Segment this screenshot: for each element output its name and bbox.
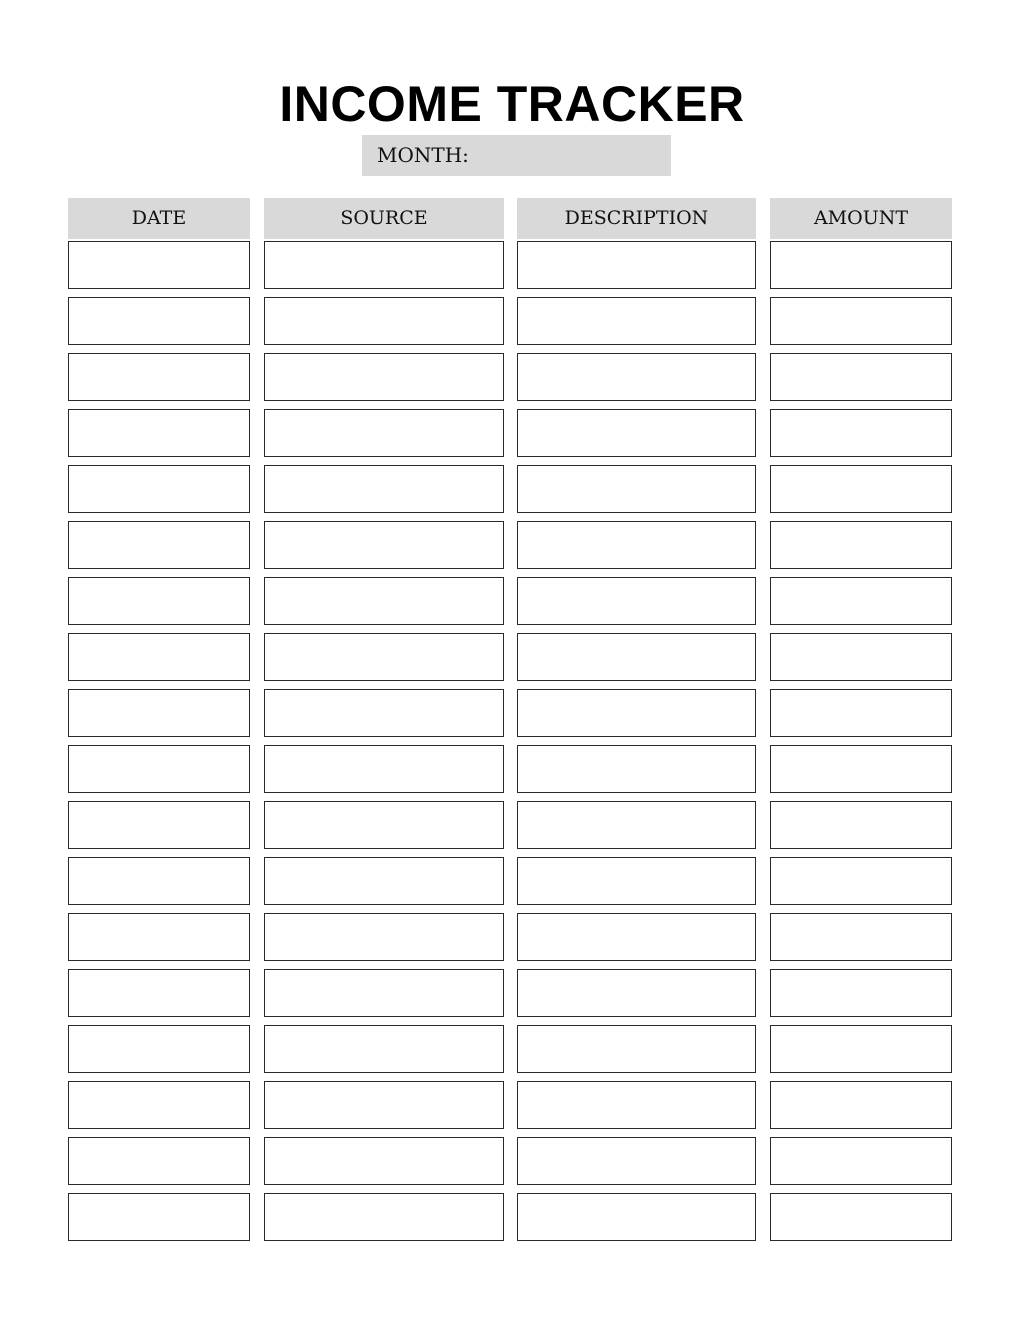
description-entry-cell[interactable] xyxy=(517,353,756,401)
source-entry-cell[interactable] xyxy=(264,465,504,513)
page-title: INCOME TRACKER xyxy=(279,76,745,132)
date-entry-cell[interactable] xyxy=(68,633,250,681)
description-entry-cell[interactable] xyxy=(517,857,756,905)
source-entry-cell[interactable] xyxy=(264,801,504,849)
description-entry-cell[interactable] xyxy=(517,801,756,849)
amount-entry-cell[interactable] xyxy=(770,1193,952,1241)
date-entry-cell[interactable] xyxy=(68,745,250,793)
description-entry-cell[interactable] xyxy=(517,969,756,1017)
description-entry-cell[interactable] xyxy=(517,1025,756,1073)
amount-entry-cell[interactable] xyxy=(770,969,952,1017)
description-entry-cell[interactable] xyxy=(517,1081,756,1129)
date-entry-cell[interactable] xyxy=(68,913,250,961)
description-entry-cell[interactable] xyxy=(517,689,756,737)
amount-entry-cell[interactable] xyxy=(770,1137,952,1185)
date-entry-cell[interactable] xyxy=(68,1025,250,1073)
source-entry-cell[interactable] xyxy=(264,577,504,625)
source-entry-cell[interactable] xyxy=(264,353,504,401)
source-column xyxy=(264,198,504,1241)
amount-entry-cell[interactable] xyxy=(770,353,952,401)
source-entry-cell[interactable] xyxy=(264,1193,504,1241)
date-entry-cell[interactable] xyxy=(68,1081,250,1129)
source-entry-cell[interactable] xyxy=(264,409,504,457)
date-entry-cell[interactable] xyxy=(68,465,250,513)
amount-entry-cell[interactable] xyxy=(770,241,952,289)
date-entry-cell[interactable] xyxy=(68,689,250,737)
date-entry-cell[interactable] xyxy=(68,241,250,289)
source-entry-cell[interactable] xyxy=(264,689,504,737)
source-entry-cell[interactable] xyxy=(264,969,504,1017)
date-entry-cell[interactable] xyxy=(68,577,250,625)
amount-entry-cell[interactable] xyxy=(770,1025,952,1073)
amount-entry-cell[interactable] xyxy=(770,297,952,345)
source-entry-cell[interactable] xyxy=(264,913,504,961)
amount-column-header: AMOUNT xyxy=(770,198,952,240)
description-entry-cell[interactable] xyxy=(517,577,756,625)
amount-entry-cell[interactable] xyxy=(770,801,952,849)
description-entry-cell[interactable] xyxy=(517,409,756,457)
date-column-header: DATE xyxy=(68,198,250,240)
description-entry-cell[interactable] xyxy=(517,465,756,513)
amount-entry-cell[interactable] xyxy=(770,913,952,961)
source-entry-cell[interactable] xyxy=(264,633,504,681)
month-label: MONTH: xyxy=(377,143,469,167)
date-entry-cell[interactable] xyxy=(68,297,250,345)
amount-entry-cell[interactable] xyxy=(770,633,952,681)
date-entry-cell[interactable] xyxy=(68,521,250,569)
amount-entry-cell[interactable] xyxy=(770,465,952,513)
date-entry-cell[interactable] xyxy=(68,969,250,1017)
date-entry-cell[interactable] xyxy=(68,801,250,849)
source-entry-cell[interactable] xyxy=(264,297,504,345)
description-entry-cell[interactable] xyxy=(517,1137,756,1185)
description-entry-cell[interactable] xyxy=(517,521,756,569)
description-entry-cell[interactable] xyxy=(517,745,756,793)
source-entry-cell[interactable] xyxy=(264,745,504,793)
description-column-header: DESCRIPTION xyxy=(517,198,756,240)
amount-entry-cell[interactable] xyxy=(770,689,952,737)
date-entry-cell[interactable] xyxy=(68,409,250,457)
amount-column xyxy=(770,198,952,1241)
description-column xyxy=(517,198,756,1241)
description-entry-cell[interactable] xyxy=(517,633,756,681)
source-entry-cell[interactable] xyxy=(264,1137,504,1185)
source-entry-cell[interactable] xyxy=(264,1081,504,1129)
source-entry-cell[interactable] xyxy=(264,1025,504,1073)
amount-entry-cell[interactable] xyxy=(770,1081,952,1129)
source-entry-cell[interactable] xyxy=(264,241,504,289)
amount-entry-cell[interactable] xyxy=(770,577,952,625)
date-entry-cell[interactable] xyxy=(68,353,250,401)
date-entry-cell[interactable] xyxy=(68,1193,250,1241)
amount-entry-cell[interactable] xyxy=(770,857,952,905)
amount-entry-cell[interactable] xyxy=(770,409,952,457)
description-entry-cell[interactable] xyxy=(517,913,756,961)
date-entry-cell[interactable] xyxy=(68,857,250,905)
description-entry-cell[interactable] xyxy=(517,241,756,289)
description-entry-cell[interactable] xyxy=(517,1193,756,1241)
source-column-header: SOURCE xyxy=(264,198,504,240)
amount-entry-cell[interactable] xyxy=(770,521,952,569)
source-entry-cell[interactable] xyxy=(264,521,504,569)
date-entry-cell[interactable] xyxy=(68,1137,250,1185)
source-entry-cell[interactable] xyxy=(264,857,504,905)
date-column xyxy=(68,198,250,1241)
description-entry-cell[interactable] xyxy=(517,297,756,345)
month-field[interactable] xyxy=(362,135,671,176)
amount-entry-cell[interactable] xyxy=(770,745,952,793)
